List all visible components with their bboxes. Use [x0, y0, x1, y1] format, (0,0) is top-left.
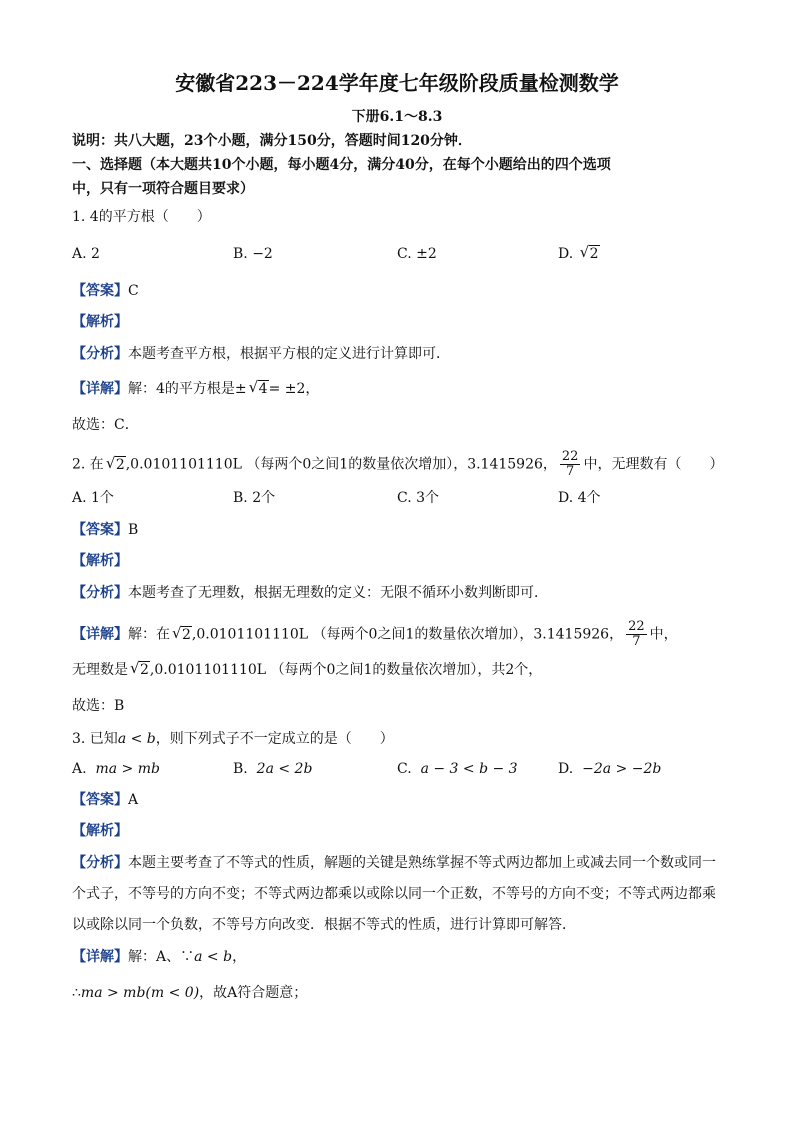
option-prefix: C. — [397, 761, 412, 777]
sqrt-symbol — [172, 626, 192, 644]
option-prefix: D. — [558, 761, 574, 777]
q2-stem-post: 中，无理数有（ ） — [583, 456, 724, 473]
fraction-denominator: 7 — [632, 634, 641, 649]
fenxi-tag: 【分析】 — [72, 585, 128, 601]
q2-option-d: D. 4个 — [558, 490, 601, 506]
option-prefix: D. — [558, 246, 574, 262]
analysis-tag: 【解析】 — [72, 553, 128, 569]
q2-xiangjie-line2 — [72, 661, 542, 679]
q2-line2-pre: 无理数是 — [72, 662, 128, 678]
fraction-denominator: 7 — [566, 464, 575, 479]
q1-option-c — [397, 245, 437, 263]
q2-option-b: B. 2个 — [233, 490, 276, 506]
q2-stem-pre: 2. 在 — [72, 456, 104, 473]
q3-option-a — [72, 760, 160, 778]
fenxi-tag: 【分析】 — [72, 346, 128, 362]
sqrt-symbol — [106, 456, 126, 474]
option-math: ±2 — [416, 246, 437, 262]
q1-option-a: A. 2 — [72, 246, 100, 262]
q3-option-b — [233, 760, 312, 778]
q3-analysis-head — [72, 822, 128, 840]
option-math: 2a < 2b — [256, 761, 313, 777]
q2-answer-line — [72, 521, 138, 539]
xiangjie-tag: 【详解】 — [72, 381, 128, 397]
section-heading-line2: 中，只有一项符合题目要求） — [72, 181, 254, 197]
therefore-symbol: ∴ — [72, 985, 81, 1001]
q2-option-a: A. 1个 — [72, 490, 114, 506]
option-math: ma > mb — [95, 761, 160, 777]
xiangjie-tag: 【详解】 — [72, 949, 128, 965]
fraction — [626, 620, 647, 649]
q3-answer: A — [128, 792, 139, 808]
fraction-numerator: 22 — [628, 619, 645, 634]
sqrt-symbol — [249, 380, 269, 398]
fraction-numerator: 22 — [561, 449, 579, 464]
q3-last-line — [72, 984, 307, 1002]
q2-seq: ,0.0101101110L — [125, 456, 242, 473]
q2-choose: 故选：B — [72, 698, 125, 714]
radicand: 2 — [589, 246, 599, 262]
q2-xiangjie-pre: 解：在 — [128, 626, 170, 643]
q1-option-b — [233, 245, 273, 263]
q3-xiangjie: 解：A、∵ — [128, 949, 195, 965]
q3-fenxi-line1 — [72, 854, 716, 872]
page-subtitle: 下册6.1～8.3 — [351, 109, 443, 125]
q3-xiangjie-line — [72, 948, 246, 966]
q2-analysis-head — [72, 552, 128, 570]
q2-fenxi: 本题考查了无理数，根据无理数的定义：无限不循环小数判断即可． — [128, 585, 548, 601]
q1-answer-line — [72, 282, 139, 300]
plus-minus: ± — [234, 381, 247, 397]
q1-stem: 1. 4的平方根（ ） — [72, 209, 211, 225]
q1-xiangjie-post: = ±2， — [268, 381, 320, 397]
xiangjie-tag: 【详解】 — [72, 626, 128, 643]
radicand: 4 — [258, 381, 268, 397]
section-heading-line1: 一、选择题（本大题共10个小题，每小题4分，满分40分，在每个小题给出的四个选项 — [72, 157, 611, 173]
q2-xiangjie-line — [72, 620, 678, 649]
q1-option-d — [558, 245, 600, 263]
q3-fenxi-line2: 个式子，不等号的方向不变；不等式两边都乘以或除以同一个正数，不等号的方向不变；不等式两边都乘 — [72, 886, 716, 902]
q2-seq: ,0.0101101110L — [149, 662, 267, 678]
fraction — [560, 450, 581, 479]
q1-xiangjie-line — [72, 380, 319, 398]
q3-stem-pre: 3. 已知 — [72, 731, 118, 747]
q2-stem — [72, 450, 723, 479]
analysis-tag: 【解析】 — [72, 314, 128, 330]
fenxi-tag: 【分析】 — [72, 855, 128, 871]
answer-tag: 【答案】 — [72, 522, 128, 538]
analysis-tag: 【解析】 — [72, 823, 128, 839]
q3-option-d — [558, 760, 661, 778]
option-prefix: B. — [233, 761, 248, 777]
q2-fenxi-line — [72, 584, 548, 602]
q3-option-c — [397, 760, 518, 778]
q2-paren: （每两个0之间1的数量依次增加），3.1415926， — [246, 456, 557, 473]
q2-xiangjie-post: 中， — [649, 626, 678, 643]
sqrt-symbol — [580, 245, 600, 263]
exam-note: 说明：共八大题，23个小题，满分150分，答题时间120分钟． — [72, 133, 472, 149]
sqrt-symbol — [130, 661, 150, 679]
q3-last-post: ，故A符合题意； — [199, 985, 308, 1001]
radicand: 2 — [115, 456, 125, 473]
q3-stem-post: ，则下列式子不一定成立的是（ ） — [155, 731, 394, 747]
q2-paren: （每两个0之间1的数量依次增加），3.1415926， — [312, 626, 624, 643]
page-title: 安徽省223－224学年度七年级阶段质量检测数学 — [175, 71, 619, 95]
q2-answer: B — [128, 522, 139, 538]
option-prefix: C. — [397, 246, 412, 262]
option-math: −2 — [252, 246, 273, 262]
q3-fenxi-l1: 本题主要考查了不等式的性质，解题的关键是熟练掌握不等式两边都加上或减去同一个数或同一 — [128, 855, 716, 871]
q1-fenxi: 本题考查平方根，根据平方根的定义进行计算即可． — [128, 346, 450, 362]
q2-line2-post: （每两个0之间1的数量依次增加），共2个， — [270, 662, 543, 678]
q1-analysis-head — [72, 313, 128, 331]
q1-xiangjie-pre: 解：4的平方根是 — [128, 381, 235, 397]
q3-condition: a < b — [117, 731, 156, 747]
q1-fenxi-line — [72, 345, 450, 363]
answer-tag: 【答案】 — [72, 283, 128, 299]
q1-answer: C — [128, 283, 139, 299]
option-prefix: B. — [233, 246, 248, 262]
q3-stem — [72, 730, 394, 748]
q3-xiangjie-end: ， — [232, 949, 247, 965]
answer-tag: 【答案】 — [72, 792, 128, 808]
option-prefix: A. — [72, 761, 87, 777]
q1-choose: 故选：C． — [72, 417, 139, 433]
option-math: a − 3 < b − 3 — [420, 761, 518, 777]
q3-last-math: ma > mb(m < 0) — [80, 985, 200, 1001]
q2-seq: ,0.0101101110L — [191, 626, 309, 643]
q2-option-c: C. 3个 — [397, 490, 440, 506]
q3-fenxi-line3: 以或除以同一个负数，不等号方向改变．根据不等式的性质，进行计算即可解答． — [72, 917, 576, 933]
q3-answer-line — [72, 791, 138, 809]
radicand: 2 — [140, 662, 149, 678]
q3-xiangjie-cond: a < b — [194, 949, 233, 965]
option-math: −2a > −2b — [582, 761, 662, 777]
radicand: 2 — [182, 626, 191, 643]
